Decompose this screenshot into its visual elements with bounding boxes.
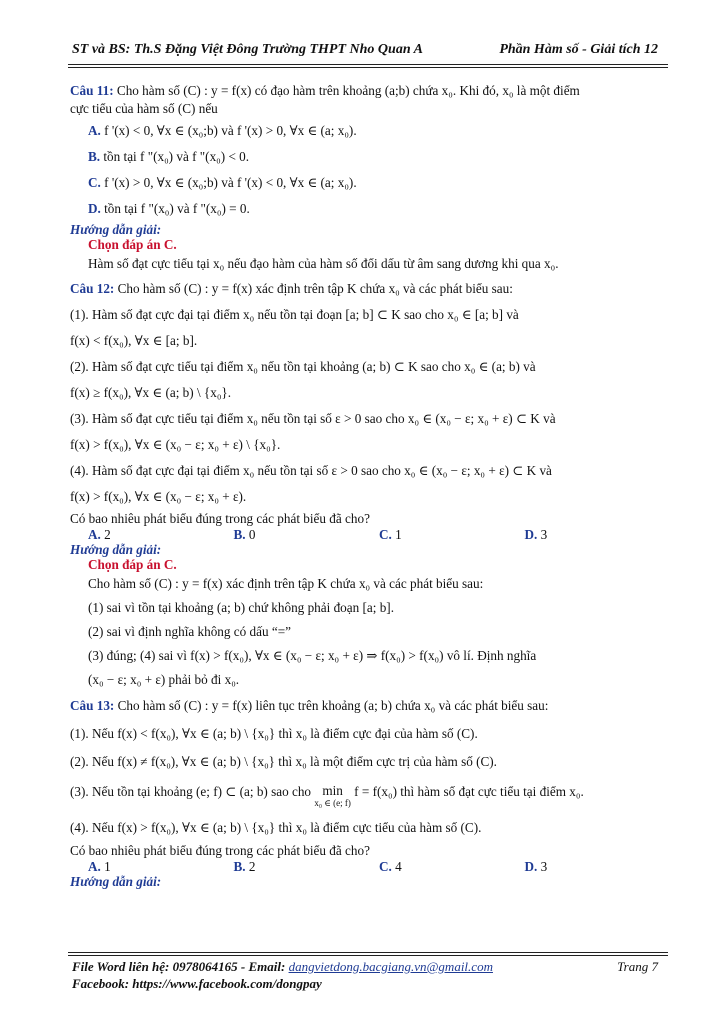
footer-facebook: Facebook: https://www.facebook.com/dongpay xyxy=(72,976,322,991)
q12-explain-4: (x₀ − ε; x₀ + ε) phải bỏ đi x₀. xyxy=(88,672,240,687)
q11-text-line2: cực tiểu của hàm số (C) nếu xyxy=(70,101,218,116)
q13-line-2: (2). Nếu f(x) ≠ f(x₀), ∀x ∈ (a; b) \ {x₀} thì x₀ là một điểm cực trị của hàm số (C). xyxy=(70,754,497,769)
q11-option-c: C. f '(x) > 0, ∀x ∈ (x₀;b) và f '(x) < 0, ∀x ∈ (a; x₀). xyxy=(88,175,357,190)
q11-text-line1: Cho hàm số (C) : y = f(x) có đạo hàm trên khoảng (a;b) chứa x₀. Khi đó, x₀ là một điểm xyxy=(116,83,580,98)
q12-choice-d: D. 3 xyxy=(524,527,548,542)
page-footer xyxy=(72,958,658,992)
q12-line-5: (3). Hàm số đạt cực tiểu tại điểm x₀ nếu tồn tại số ε > 0 sao cho x₀ ∈ (x₀ − ε; x₀ + ε) ⊂ K và xyxy=(70,411,556,426)
q12-line-8: f(x) > f(x₀), ∀x ∈ (x₀ − ε; x₀ + ε). xyxy=(70,489,247,504)
q12-guide-heading: Hướng dẫn giải: xyxy=(70,542,162,557)
q13-min-expression: min x₀ ∈ (e; f) xyxy=(314,783,351,808)
q13-line-0: Cho hàm số (C) : y = f(x) liên tục trên khoảng (a; b) chứa x₀ và các phát biểu sau: xyxy=(117,698,549,713)
page-number: Trang 7 xyxy=(617,959,658,974)
header-section: Phần Hàm số - Giải tích 12 xyxy=(499,42,658,57)
q13-choice-b: B. 2 xyxy=(233,859,256,874)
q13-choices xyxy=(70,860,670,874)
q13-line-3: (3). Nếu tồn tại khoảng (e; f) ⊂ (a; b) sao cho min x₀ ∈ (e; f) f = f(x₀) thì hàm số đạt cực tiểu tại điểm x₀. xyxy=(70,783,584,808)
q12-line-6: f(x) > f(x₀), ∀x ∈ (x₀ − ε; x₀ + ε) \ {x₀}. xyxy=(70,437,281,452)
q11-option-d: D. tồn tại f "(x₀) và f "(x₀) = 0. xyxy=(88,201,250,216)
q11-explanation: Hàm số đạt cực tiểu tại x₀ nếu đạo hàm của hàm số đổi dấu từ âm sang dương khi qua x₀. xyxy=(88,256,559,271)
q13-line-4: (4). Nếu f(x) > f(x₀), ∀x ∈ (a; b) \ {x₀} thì x₀ là điểm cực tiểu của hàm số (C). xyxy=(70,820,482,835)
q12-choice-a: A. 2 xyxy=(88,527,111,542)
q11-label: Câu 11: xyxy=(70,83,114,98)
footer-divider xyxy=(68,952,668,956)
q12-line-0: Cho hàm số (C) : y = f(x) xác định trên tập K chứa x₀ và các phát biểu sau: xyxy=(117,281,513,296)
question-11 xyxy=(70,78,670,222)
q12-explain-2: (2) sai vì định nghĩa không có dấu “=” xyxy=(88,624,292,639)
q12-explain-0: Cho hàm số (C) : y = f(x) xác định trên tập K chứa x₀ và các phát biểu sau: xyxy=(88,576,484,591)
q11-option-a: A. f '(x) < 0, ∀x ∈ (x₀;b) và f '(x) > 0, ∀x ∈ (a; x₀). xyxy=(88,123,357,138)
q12-line-1: (1). Hàm số đạt cực đại tại điểm x₀ nếu tồn tại đoạn [a; b] ⊂ K sao cho x₀ ∈ [a; b] và xyxy=(70,307,519,322)
q12-explain-1: (1) sai vì tồn tại khoảng (a; b) chứ không phải đoạn [a; b]. xyxy=(88,600,394,615)
footer-email-link[interactable]: dangvietdong.bacgiang.vn@gmail.com xyxy=(288,959,493,974)
q11-answer: Chọn đáp án C. xyxy=(88,237,177,252)
q12-line-9: Có bao nhiêu phát biểu đúng trong các phát biểu đã cho? xyxy=(70,511,370,526)
q11-option-b: B. tồn tại f "(x₀) và f "(x₀) < 0. xyxy=(88,149,250,164)
footer-contact-row xyxy=(72,958,658,975)
footer-contact: File Word liên hệ: 0978064165 - Email: xyxy=(72,959,286,974)
q12-line-7: (4). Hàm số đạt cực đại tại điểm x₀ nếu tồn tại số ε > 0 sao cho x₀ ∈ (x₀ − ε; x₀ + ε) ⊂ K và xyxy=(70,463,552,478)
q12-choice-c: C. 1 xyxy=(379,527,402,542)
question-13 xyxy=(70,692,670,860)
q12-stem xyxy=(70,276,670,302)
q13-question: Có bao nhiêu phát biểu đúng trong các phát biểu đã cho? xyxy=(70,843,370,858)
q13-choice-c: C. 4 xyxy=(379,859,402,874)
q12-answer: Chọn đáp án C. xyxy=(88,557,177,572)
q12-label: Câu 12: xyxy=(70,281,115,296)
q12-line-2: f(x) < f(x₀), ∀x ∈ [a; b]. xyxy=(70,333,198,348)
header-divider xyxy=(68,64,668,68)
q13-label: Câu 13: xyxy=(70,698,115,713)
q12-choices xyxy=(70,528,670,542)
q12-choice-b: B. 0 xyxy=(233,527,256,542)
q12-line-4: f(x) ≥ f(x₀), ∀x ∈ (a; b) \ {x₀}. xyxy=(70,385,232,400)
q12-line-3: (2). Hàm số đạt cực tiểu tại điểm x₀ nếu tồn tại khoảng (a; b) ⊂ K sao cho x₀ ∈ (a; b) và xyxy=(70,359,536,374)
q13-stem xyxy=(70,692,670,720)
page-header xyxy=(72,42,658,58)
q12-explain-3: (3) đúng; (4) sai vì f(x) > f(x₀), ∀x ∈ (x₀ − ε; x₀ + ε) ⇒ f(x₀) > f(x₀) vô lí. Định nghĩa xyxy=(88,648,537,663)
q11-guide-heading: Hướng dẫn giải: xyxy=(70,222,162,237)
q12-explanation xyxy=(70,572,670,692)
q13-line-1: (1). Nếu f(x) < f(x₀), ∀x ∈ (a; b) \ {x₀} thì x₀ là điểm cực đại của hàm số (C). xyxy=(70,726,478,741)
q13-choice-a: A. 1 xyxy=(88,859,111,874)
header-author: ST và BS: Th.S Đặng Việt Đông Trường THPT Nho Quan A xyxy=(72,42,423,57)
q13-guide-heading: Hướng dẫn giải: xyxy=(70,874,162,889)
document-body xyxy=(70,78,670,889)
question-12 xyxy=(70,276,670,528)
q13-choice-d: D. 3 xyxy=(524,859,548,874)
